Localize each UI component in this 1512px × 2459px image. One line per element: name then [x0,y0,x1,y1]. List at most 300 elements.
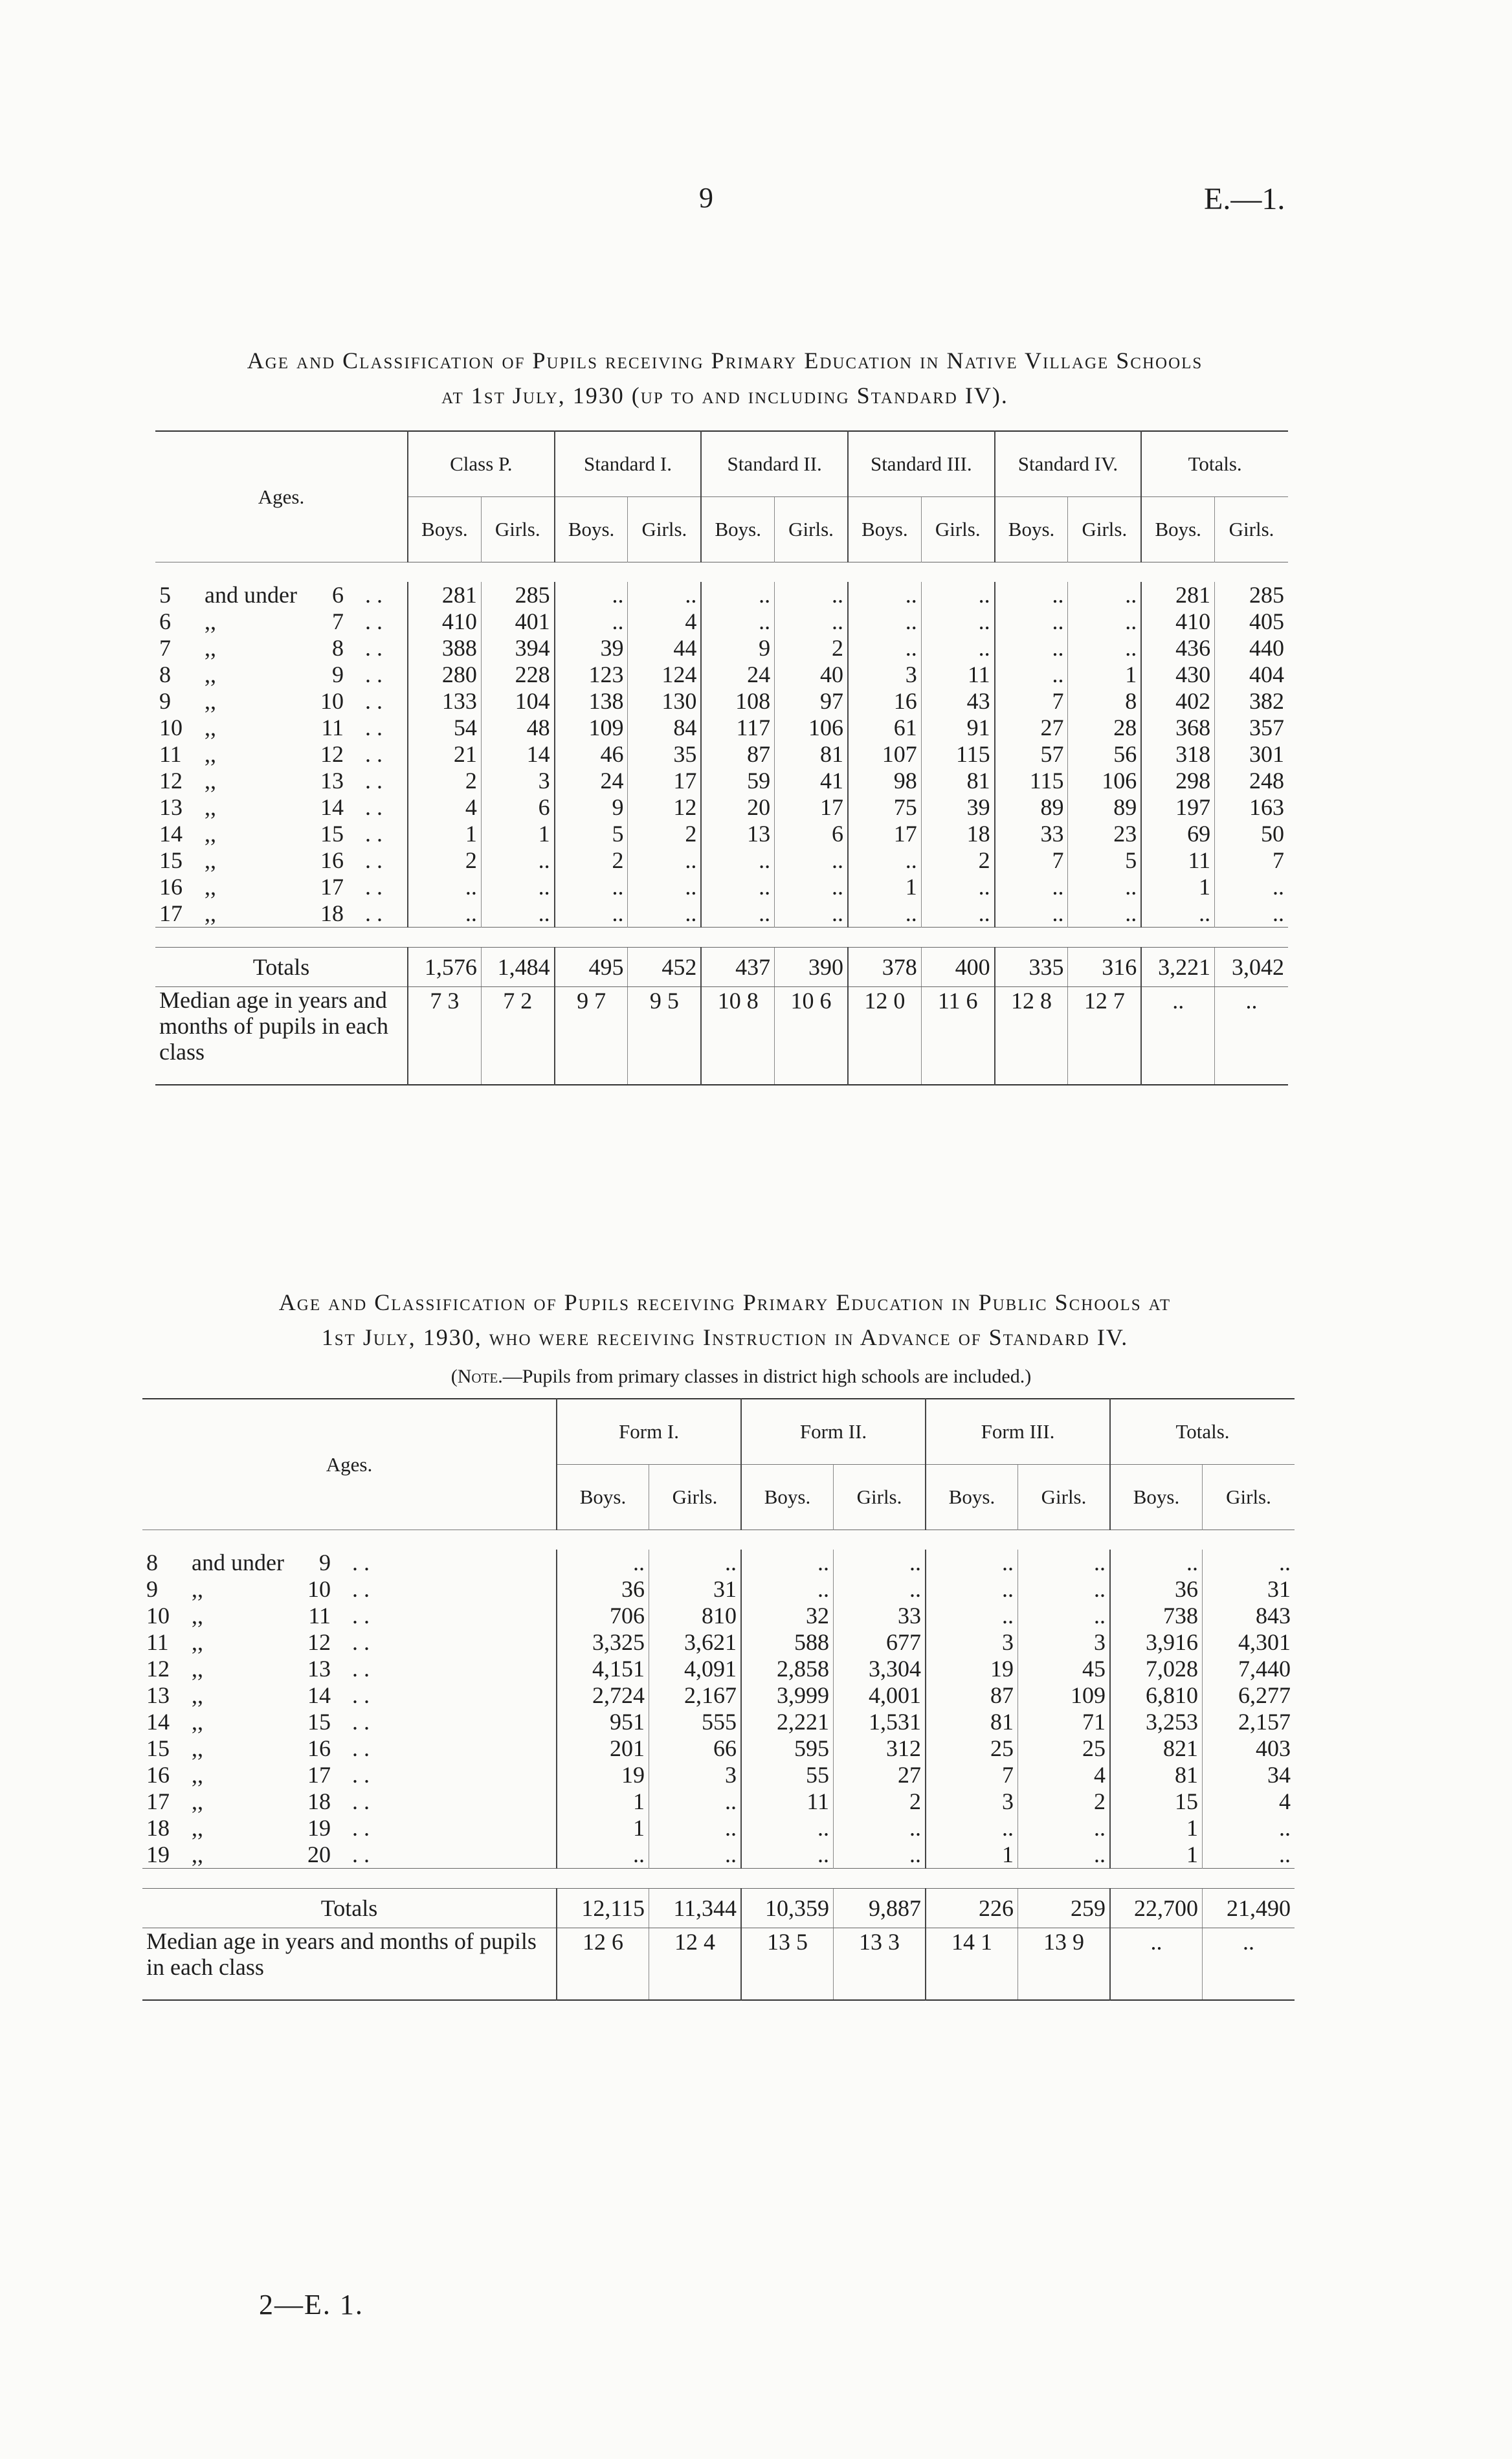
table1-cell: .. [628,900,701,928]
table2-boys-header: Boys. [1110,1465,1203,1530]
leader-dots: . . [352,1735,370,1761]
table2-cell: .. [741,1550,834,1576]
table1-cell: 17 [775,794,848,821]
age-range-cell [142,1576,557,1603]
leader-dots: . . [352,1656,370,1682]
age-from: 11 [159,741,182,767]
table1-cell: .. [921,635,994,662]
table2-cell: 3 [1018,1629,1111,1656]
table1-boys-header: Boys. [1141,497,1214,562]
table2-boys-header: Boys. [557,1465,649,1530]
table1-cell: 2 [555,847,628,874]
table1-group-header: Class P. [408,431,555,497]
table1-row [155,821,1288,847]
table1-cell: 81 [775,741,848,768]
table2-totals-row [142,1889,1295,1928]
table1-median-cell: 9 7 [555,987,628,1085]
table2-ages-header: Ages. [142,1399,557,1530]
table1-cell: 1 [408,821,481,847]
age-from: 5 [159,582,171,608]
table2-row [142,1629,1295,1656]
table1-cell: 3 [481,768,554,794]
table2-cell: 6,277 [1203,1682,1295,1709]
age-range-cell [155,608,408,635]
table1-total-cell: 495 [555,948,628,987]
table2-cell: 201 [557,1735,649,1762]
table1-title [129,343,1320,413]
table2-row [142,1788,1295,1815]
table1-cell: 16 [848,688,921,715]
table2-total-cell: 226 [926,1889,1018,1928]
age-connector: ,, [205,900,216,926]
table1-cell: 4 [628,608,701,635]
table2-cell: .. [1018,1815,1111,1841]
table1-cell: .. [775,608,848,635]
age-range-cell [142,1682,557,1709]
table2-cell: 3 [649,1762,742,1788]
table1-cell: 1 [1068,662,1141,688]
table1-cell: 357 [1215,715,1288,741]
table2-cell: .. [557,1550,649,1576]
table2-cell: 1 [1110,1841,1203,1869]
table2-cell: 3,304 [834,1656,926,1682]
table2-cell: 7,028 [1110,1656,1203,1682]
table1-cell: 27 [995,715,1068,741]
table2-note-lead: (Note. [450,1366,503,1387]
table2-cell: 1 [557,1788,649,1815]
table2-cell: 3 [926,1629,1018,1656]
age-connector: ,, [192,1656,203,1682]
age-to: 9 [319,1550,331,1575]
age-to: 14 [307,1682,331,1708]
table1-cell: 104 [481,688,554,715]
age-to: 16 [320,847,344,873]
age-to: 7 [332,608,344,634]
table2-cell: 25 [926,1735,1018,1762]
age-connector: ,, [205,874,216,900]
table1-totals-label: Totals [155,948,408,987]
leader-dots: . . [352,1682,370,1708]
table1-cell: 2 [408,768,481,794]
table1-cell: .. [555,900,628,928]
table1-cell: 84 [628,715,701,741]
table2-cell: .. [649,1788,742,1815]
table2-median-cell: 12 4 [649,1928,742,2001]
table1-cell: 41 [775,768,848,794]
table1-cell: 43 [921,688,994,715]
table1-cell: .. [848,847,921,874]
table1-girls-header: Girls. [1068,497,1141,562]
table2-cell: 1 [1110,1815,1203,1841]
table1-cell: 106 [775,715,848,741]
table1-cell: 56 [1068,741,1141,768]
table1-totals-row [155,948,1288,987]
table2-cell: 25 [1018,1735,1111,1762]
leader-dots: . . [352,1550,370,1575]
table1-cell: 28 [1068,715,1141,741]
age-range-cell [142,1815,557,1841]
age-to: 20 [307,1841,331,1867]
table2-cell: 36 [1110,1576,1203,1603]
table1-cell: .. [995,582,1068,608]
age-connector: ,, [192,1576,203,1602]
table1-cell: .. [701,874,774,900]
table2-title-line1: Age and Classification of Pupils receiving Primary Education in Public Schools at [278,1289,1172,1315]
table2-cell: 2,221 [741,1709,834,1735]
age-from: 12 [146,1656,170,1682]
table2-cell: 4,091 [649,1656,742,1682]
table2-cell: 66 [649,1735,742,1762]
table1-total-cell: 437 [701,948,774,987]
table1-cell: 97 [775,688,848,715]
table1-median-cell: 11 6 [921,987,994,1085]
table1-cell: 40 [775,662,848,688]
table1-cell: .. [481,900,554,928]
age-from: 9 [159,688,171,714]
table2-cell: 55 [741,1762,834,1788]
table1-boys-header: Boys. [995,497,1068,562]
table1-cell: 401 [481,608,554,635]
table2-cell: .. [1018,1841,1111,1869]
age-range-cell [155,715,408,741]
table1-total-cell: 452 [628,948,701,987]
table2-cell: .. [1018,1576,1111,1603]
table2-cell: .. [1018,1603,1111,1629]
age-connector: ,, [192,1709,203,1735]
age-from: 7 [159,635,171,661]
table2-total-cell: 22,700 [1110,1889,1203,1928]
table2-cell: 31 [649,1576,742,1603]
table1-median-row [155,987,1288,1085]
table1-cell: 75 [848,794,921,821]
table2-median-label: Median age in years and months of pupils in each class [146,1928,537,1980]
table1-row [155,662,1288,688]
table2-median-row [142,1928,1295,2001]
table1-girls-header: Girls. [921,497,994,562]
table2-cell: 19 [557,1762,649,1788]
table2-cell: 4 [1018,1762,1111,1788]
table2-cell: 32 [741,1603,834,1629]
age-to: 13 [320,768,344,794]
age-from: 13 [159,794,183,820]
table1-cell: 4 [408,794,481,821]
age-range-cell [142,1709,557,1735]
table1-median-cell: 12 0 [848,987,921,1085]
table1-cell: 2 [921,847,994,874]
age-to: 12 [320,741,344,767]
age-connector: ,, [192,1762,203,1788]
table1-row [155,741,1288,768]
table1-cell: 9 [555,794,628,821]
age-from: 18 [146,1815,170,1841]
table1-cell: .. [921,874,994,900]
table2-girls-header: Girls. [649,1465,742,1530]
age-range-cell [155,900,408,928]
age-to: 11 [321,715,344,740]
table2-cell: 3 [926,1788,1018,1815]
table1-cell: 124 [628,662,701,688]
table2-cell: .. [741,1576,834,1603]
table1-cell: 248 [1215,768,1288,794]
table1-cell: .. [555,608,628,635]
leader-dots: . . [352,1788,370,1814]
table1-group-header: Standard II. [701,431,848,497]
age-to: 17 [320,874,344,900]
table2-cell: 2,724 [557,1682,649,1709]
table1-cell: 1 [481,821,554,847]
table1-cell: .. [628,582,701,608]
leader-dots: . . [352,1629,370,1655]
table2-row [142,1550,1295,1576]
table1-title-line2: at 1st July, 1930 (up to and including Standard IV). [441,383,1008,408]
age-connector: ,, [192,1815,203,1841]
table1-cell: 285 [1215,582,1288,608]
table1-cell: .. [995,635,1068,662]
table1-cell: .. [1215,874,1288,900]
age-connector: ,, [192,1629,203,1655]
age-connector: ,, [205,768,216,794]
age-to: 9 [332,662,344,687]
age-range-cell [155,847,408,874]
table2-cell: 6,810 [1110,1682,1203,1709]
table1-cell: 115 [995,768,1068,794]
table2-median-cell: 13 3 [834,1928,926,2001]
table2-note [369,1366,1113,1388]
table1-cell: 430 [1141,662,1214,688]
leader-dots: . . [352,1815,370,1841]
table1-cell: 368 [1141,715,1214,741]
table1-cell: .. [701,608,774,635]
age-connector: ,, [192,1788,203,1814]
table1-cell: 2 [775,635,848,662]
table2-cell: .. [557,1841,649,1869]
table1-cell: 8 [1068,688,1141,715]
table2-median-cell: .. [1110,1928,1203,2001]
table1-cell: 87 [701,741,774,768]
table2-cell: 3,916 [1110,1629,1203,1656]
table1-cell: 410 [408,608,481,635]
age-from: 10 [159,715,183,740]
table1-median-cell: 7 3 [408,987,481,1085]
table1-cell: .. [408,900,481,928]
table1-cell: 33 [995,821,1068,847]
table2-cell: 36 [557,1576,649,1603]
table1-median-cell: 10 6 [775,987,848,1085]
table1-group-header: Totals. [1141,431,1288,497]
table1-cell: .. [775,582,848,608]
table1-group-header: Standard I. [555,431,702,497]
table2-total-cell: 21,490 [1203,1889,1295,1928]
table2-median-cell: 12 6 [557,1928,649,2001]
table2-total-cell: 10,359 [741,1889,834,1928]
age-connector: ,, [192,1603,203,1629]
table1-cell: .. [848,582,921,608]
table1-cell: 98 [848,768,921,794]
table1-cell: 285 [481,582,554,608]
age-range-cell [142,1603,557,1629]
table1-title-line1: Age and Classification of Pupils receiving Primary Education in Native Village Schools [247,348,1203,373]
table1-cell: 14 [481,741,554,768]
table2-girls-header: Girls. [834,1465,926,1530]
table2-total-cell: 9,887 [834,1889,926,1928]
table1-median-cell: 12 7 [1068,987,1141,1085]
table1-cell: .. [995,900,1068,928]
age-from: 9 [146,1576,158,1602]
leader-dots: . . [352,1576,370,1602]
table2-cell: 2,858 [741,1656,834,1682]
age-from: 17 [146,1788,170,1814]
age-range-cell [155,874,408,900]
age-connector: ,, [205,662,216,687]
age-to: 14 [320,794,344,820]
table2-cell: 555 [649,1709,742,1735]
age-to: 16 [307,1735,331,1761]
table2-cell: 1 [926,1841,1018,1869]
table1-cell: .. [848,900,921,928]
age-to: 10 [320,688,344,714]
table2-cell: 312 [834,1735,926,1762]
table1-boys-header: Boys. [848,497,921,562]
table1-cell: 17 [628,768,701,794]
table2-row [142,1762,1295,1788]
table1-cell: 163 [1215,794,1288,821]
leader-dots: . . [352,1603,370,1629]
table1-cell: 11 [921,662,994,688]
table1-cell: .. [995,608,1068,635]
leader-dots: . . [365,768,383,794]
age-to: 13 [307,1656,331,1682]
leader-dots: . . [365,794,383,820]
table2-cell: 595 [741,1735,834,1762]
age-connector: ,, [205,794,216,820]
age-from: 6 [159,608,171,634]
table1-cell: 138 [555,688,628,715]
table1-cell: 6 [481,794,554,821]
table2-total-cell: 259 [1018,1889,1111,1928]
table1-cell: 54 [408,715,481,741]
table1-cell: 388 [408,635,481,662]
age-connector: and under [192,1550,284,1575]
age-range-cell [142,1788,557,1815]
table2-boys-header: Boys. [741,1465,834,1530]
table1-total-cell: 378 [848,948,921,987]
age-from: 8 [146,1550,158,1575]
table1-row [155,582,1288,608]
leader-dots: . . [352,1762,370,1788]
table2-cell: 706 [557,1603,649,1629]
age-to: 18 [307,1788,331,1814]
age-connector: ,, [205,635,216,661]
table1-cell: .. [775,874,848,900]
table1-cell: .. [701,582,774,608]
leader-dots: . . [365,688,383,714]
table2-total-cell: 12,115 [557,1889,649,1928]
age-from: 12 [159,768,183,794]
table1-cell: 44 [628,635,701,662]
table2-boys-header: Boys. [926,1465,1018,1530]
table1-cell: 133 [408,688,481,715]
table2-median-cell: 14 1 [926,1928,1018,2001]
table2-cell: .. [926,1550,1018,1576]
table1-cell: .. [481,847,554,874]
table1-cell: 69 [1141,821,1214,847]
table1-total-cell: 335 [995,948,1068,987]
table1-cell: 436 [1141,635,1214,662]
table1-total-cell: 390 [775,948,848,987]
table1-cell: 318 [1141,741,1214,768]
age-range-cell [142,1735,557,1762]
table2-cell: .. [741,1815,834,1841]
table1-cell: 9 [701,635,774,662]
table2-cell: 7 [926,1762,1018,1788]
age-to: 12 [307,1629,331,1655]
age-to: 15 [320,821,344,847]
table1-cell: 35 [628,741,701,768]
table1-cell: 24 [701,662,774,688]
table1-row [155,635,1288,662]
age-to: 17 [307,1762,331,1788]
table1-girls-header: Girls. [628,497,701,562]
table2-row [142,1682,1295,1709]
table2-median-cell: .. [1203,1928,1295,2001]
age-range-cell [142,1841,557,1869]
table1-cell: 57 [995,741,1068,768]
age-connector: ,, [205,821,216,847]
table2-title [129,1285,1320,1355]
table1-cell: .. [775,847,848,874]
table1-cell: .. [628,847,701,874]
table2-cell: 738 [1110,1603,1203,1629]
table2-cell: 821 [1110,1735,1203,1762]
table1-row [155,900,1288,928]
leader-dots: . . [365,900,383,926]
table2-cell: 1 [557,1815,649,1841]
table1-cell: 6 [775,821,848,847]
table1-cell: 109 [555,715,628,741]
age-range-cell [155,821,408,847]
table2-cell: .. [926,1815,1018,1841]
table2-cell: 11 [741,1788,834,1815]
table2-cell: .. [926,1603,1018,1629]
table1-row [155,715,1288,741]
table2-cell: 4,151 [557,1656,649,1682]
leader-dots: . . [365,821,383,847]
table2-cell: 81 [926,1709,1018,1735]
table1-cell: 404 [1215,662,1288,688]
table2-cell: 843 [1203,1603,1295,1629]
table1-cell: 5 [1068,847,1141,874]
age-from: 13 [146,1682,170,1708]
age-range-cell [155,582,408,608]
age-from: 11 [146,1629,169,1655]
table2-cell: 45 [1018,1656,1111,1682]
table1-total-cell: 3,042 [1215,948,1288,987]
table2-row [142,1815,1295,1841]
table2-cell: 4,001 [834,1682,926,1709]
table1-cell: 280 [408,662,481,688]
table2-cell: .. [649,1550,742,1576]
table2-cell: .. [1203,1815,1295,1841]
table2-cell: 109 [1018,1682,1111,1709]
table2-group-header: Form II. [741,1399,926,1465]
table1-median-cell: .. [1141,987,1214,1085]
table1-cell: .. [995,874,1068,900]
table1 [155,430,1288,1085]
table2-row [142,1576,1295,1603]
age-to: 10 [307,1576,331,1602]
age-connector: ,, [192,1735,203,1761]
table1-cell: 115 [921,741,994,768]
